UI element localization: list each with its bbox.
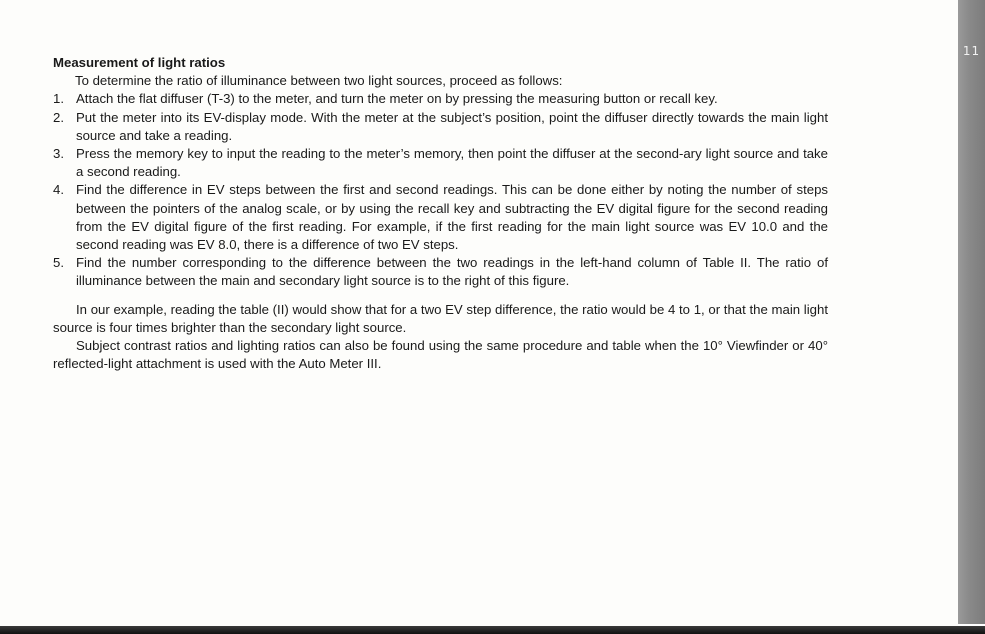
step-text: Press the memory key to input the reading to the meter’s memory, then point the diffuser at the second-ary light source and take a second reading. — [76, 146, 828, 180]
step-text: Find the difference in EV steps between the first and second readings. This can be done either by noting the number of steps between the pointers of the analog scale, or by using the recall key and subtracting the EV digital figure for the second reading from the EV digital figure of the first reading. For example, if the first reading for the main light source was EV 10.0 and the second reading was EV 8.0, there is a difference of two EV steps. — [76, 182, 828, 253]
step-item — [53, 90, 828, 108]
example-paragraph: In our example, reading the table (II) would show that for a two EV step difference, the ratio would be 4 to 1, or that the main light source is four times brighter than the secondary light source. — [53, 301, 828, 335]
page-number: 11 — [962, 44, 981, 58]
step-number: 4. — [53, 182, 64, 198]
section-heading: Measurement of light ratios — [53, 55, 226, 70]
bottom-edge-shadow — [0, 626, 985, 634]
step-item — [53, 145, 828, 181]
step-number: 3. — [53, 146, 64, 162]
intro-text: To determine the ratio of illuminance between two light sources, proceed as follows: — [75, 73, 563, 89]
step-item — [53, 254, 828, 290]
step-number: 1. — [53, 91, 64, 107]
step-text: Find the number corresponding to the difference between the two readings in the left-hand column of Table II. The ratio of illuminance between the main and secondary light source is to the right of this figure. — [76, 255, 828, 289]
page-edge-tab — [958, 0, 985, 624]
page-content — [53, 54, 828, 373]
step-number: 5. — [53, 255, 64, 271]
step-text: Attach the flat diffuser (T-3) to the meter, and turn the meter on by pressing the measuring button or recall key. — [76, 91, 718, 107]
step-text: Put the meter into its EV-display mode. With the meter at the subject’s position, point the diffuser directly towards the main light source and take a reading. — [76, 109, 828, 143]
contrast-paragraph: Subject contrast ratios and lighting ratios can also be found using the same procedure and table when the 10° Viewfinder or 40° reflected-light attachment is used with the Auto Meter III. — [53, 338, 828, 372]
step-item — [53, 181, 828, 254]
step-item — [53, 109, 828, 145]
step-number: 2. — [53, 109, 64, 125]
steps-list — [53, 90, 828, 290]
